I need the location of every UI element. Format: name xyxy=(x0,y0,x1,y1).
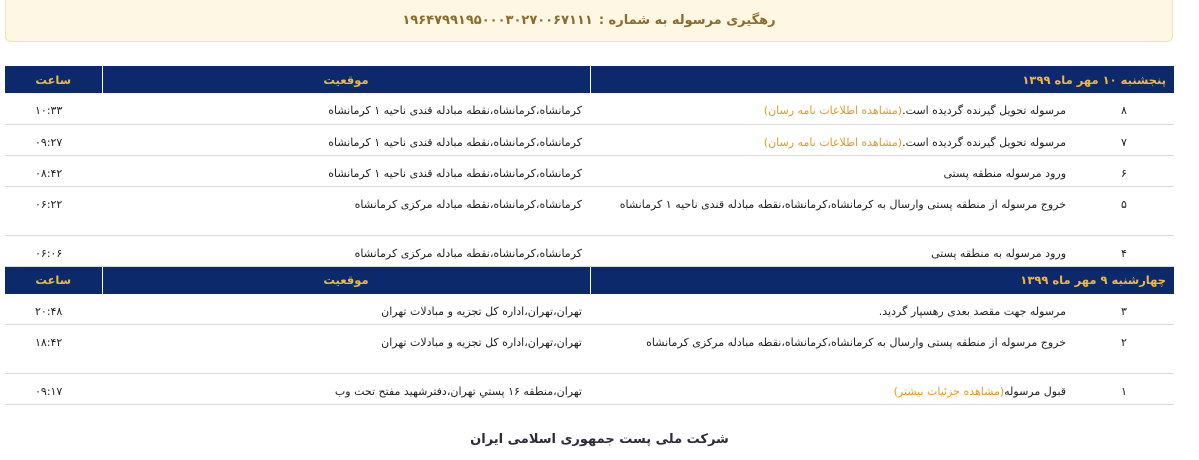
time-header: ساعت xyxy=(5,266,102,294)
event-description-cell xyxy=(590,155,1074,186)
event-description-cell xyxy=(590,294,1074,325)
event-description-cell xyxy=(590,186,1074,235)
event-location: تهران،تهران،اداره کل تجزیه و مبادلات تهران xyxy=(102,325,590,374)
event-time: ۲۰:۴۸ xyxy=(5,294,102,325)
event-number: ۳ xyxy=(1074,294,1174,325)
event-description: مرسوله تحویل گیرنده گردیده است. xyxy=(902,104,1067,117)
event-location: کرمانشاه،کرمانشاه،نقطه مبادله مرکزی کرمانشاه xyxy=(102,186,590,235)
banner-title: رهگیری مرسوله به شماره : xyxy=(598,13,776,28)
event-time: ۰۹:۲۷ xyxy=(5,124,102,155)
event-description: مرسوله تحویل گیرنده گردیده است. xyxy=(902,135,1067,149)
event-description: خروج مرسوله از منطقه پستی وارسال به کرمانشاه،کرمانشاه،نقطه مبادله مرکزی کرمانشاه xyxy=(646,336,1067,349)
event-location: کرمانشاه،کرمانشاه،نقطه مبادله مرکزی کرمانشاه xyxy=(102,235,590,266)
time-header: ساعت xyxy=(5,66,102,93)
event-time: ۰۶:۰۶ xyxy=(5,235,102,266)
event-details-link[interactable]: (مشاهده جزئیات بیشتر) xyxy=(893,385,1005,398)
event-description-cell xyxy=(590,374,1074,405)
event-time: ۰۶:۲۲ xyxy=(5,186,102,235)
event-row xyxy=(5,155,1174,186)
event-row xyxy=(5,235,1174,266)
day-header-row xyxy=(5,66,1174,93)
event-location: کرمانشاه،کرمانشاه،نقطه مبادله قندی ناحیه ۱ کرمانشاه xyxy=(102,155,590,186)
event-time: ۰۸:۴۲ xyxy=(5,155,102,186)
event-details-link[interactable]: (مشاهده اطلاعات نامه رسان) xyxy=(763,135,903,149)
event-row xyxy=(5,325,1174,374)
event-description-cell xyxy=(590,235,1074,266)
event-description-cell xyxy=(590,124,1074,155)
tracking-number: ۱۹۶۴۷۹۹۱۹۵۰۰۰۳۰۲۷۰۰۶۷۱۱۱ xyxy=(402,13,593,28)
event-time: ۱۸:۴۲ xyxy=(5,325,102,374)
tracking-table xyxy=(5,66,1174,405)
event-number: ۱ xyxy=(1074,374,1174,405)
tracking-banner xyxy=(5,0,1173,42)
event-time: ۰۹:۱۷ xyxy=(5,374,102,405)
event-number: ۴ xyxy=(1074,235,1174,266)
event-number: ۷ xyxy=(1074,124,1174,155)
event-location: تهران،منطقه ۱۶ پستي تهران،دفترشهید مفتح تحت وب xyxy=(102,374,590,405)
event-details-link[interactable]: (مشاهده اطلاعات نامه رسان) xyxy=(763,104,903,117)
event-row xyxy=(5,294,1174,325)
location-header: موقعیت xyxy=(102,66,590,93)
event-location: کرمانشاه،کرمانشاه،نقطه مبادله قندی ناحیه ۱ کرمانشاه xyxy=(102,93,590,124)
day-date: پنجشنبه ۱۰ مهر ماه ۱۳۹۹ xyxy=(590,66,1174,93)
event-description: مرسوله جهت مقصد بعدی رهسپار گردید. xyxy=(878,304,1067,318)
event-description: قبول مرسوله xyxy=(1004,385,1067,398)
event-row xyxy=(5,374,1174,405)
event-row xyxy=(5,186,1174,235)
event-location: تهران،تهران،اداره کل تجزیه و مبادلات تهران xyxy=(102,294,590,325)
event-location: کرمانشاه،کرمانشاه،نقطه مبادله قندی ناحیه ۱ کرمانشاه xyxy=(102,124,590,155)
location-header: موقعیت xyxy=(102,266,590,294)
event-number: ۶ xyxy=(1074,155,1174,186)
event-description: ورود مرسوله به منطقه پستی xyxy=(931,246,1067,260)
event-number: ۲ xyxy=(1074,325,1174,374)
day-date: چهارشنبه ۹ مهر ماه ۱۳۹۹ xyxy=(590,266,1174,294)
event-time: ۱۰:۳۳ xyxy=(5,93,102,124)
event-description: ورود مرسوله منطقه پستی xyxy=(943,166,1067,180)
footer-company-name: شرکت ملی پست جمهوری اسلامی ایران xyxy=(470,432,729,447)
event-number: ۸ xyxy=(1074,93,1174,124)
day-header-row xyxy=(5,266,1174,294)
event-description-cell xyxy=(590,93,1074,124)
event-row xyxy=(5,93,1174,124)
event-description: خروج مرسوله از منطقه پستی وارسال به کرمانشاه،کرمانشاه،نقطه مبادله قندی ناحیه ۱ کرمانشاه xyxy=(619,197,1067,211)
event-row xyxy=(5,124,1174,155)
event-description-cell xyxy=(590,325,1074,374)
event-number: ۵ xyxy=(1074,186,1174,235)
